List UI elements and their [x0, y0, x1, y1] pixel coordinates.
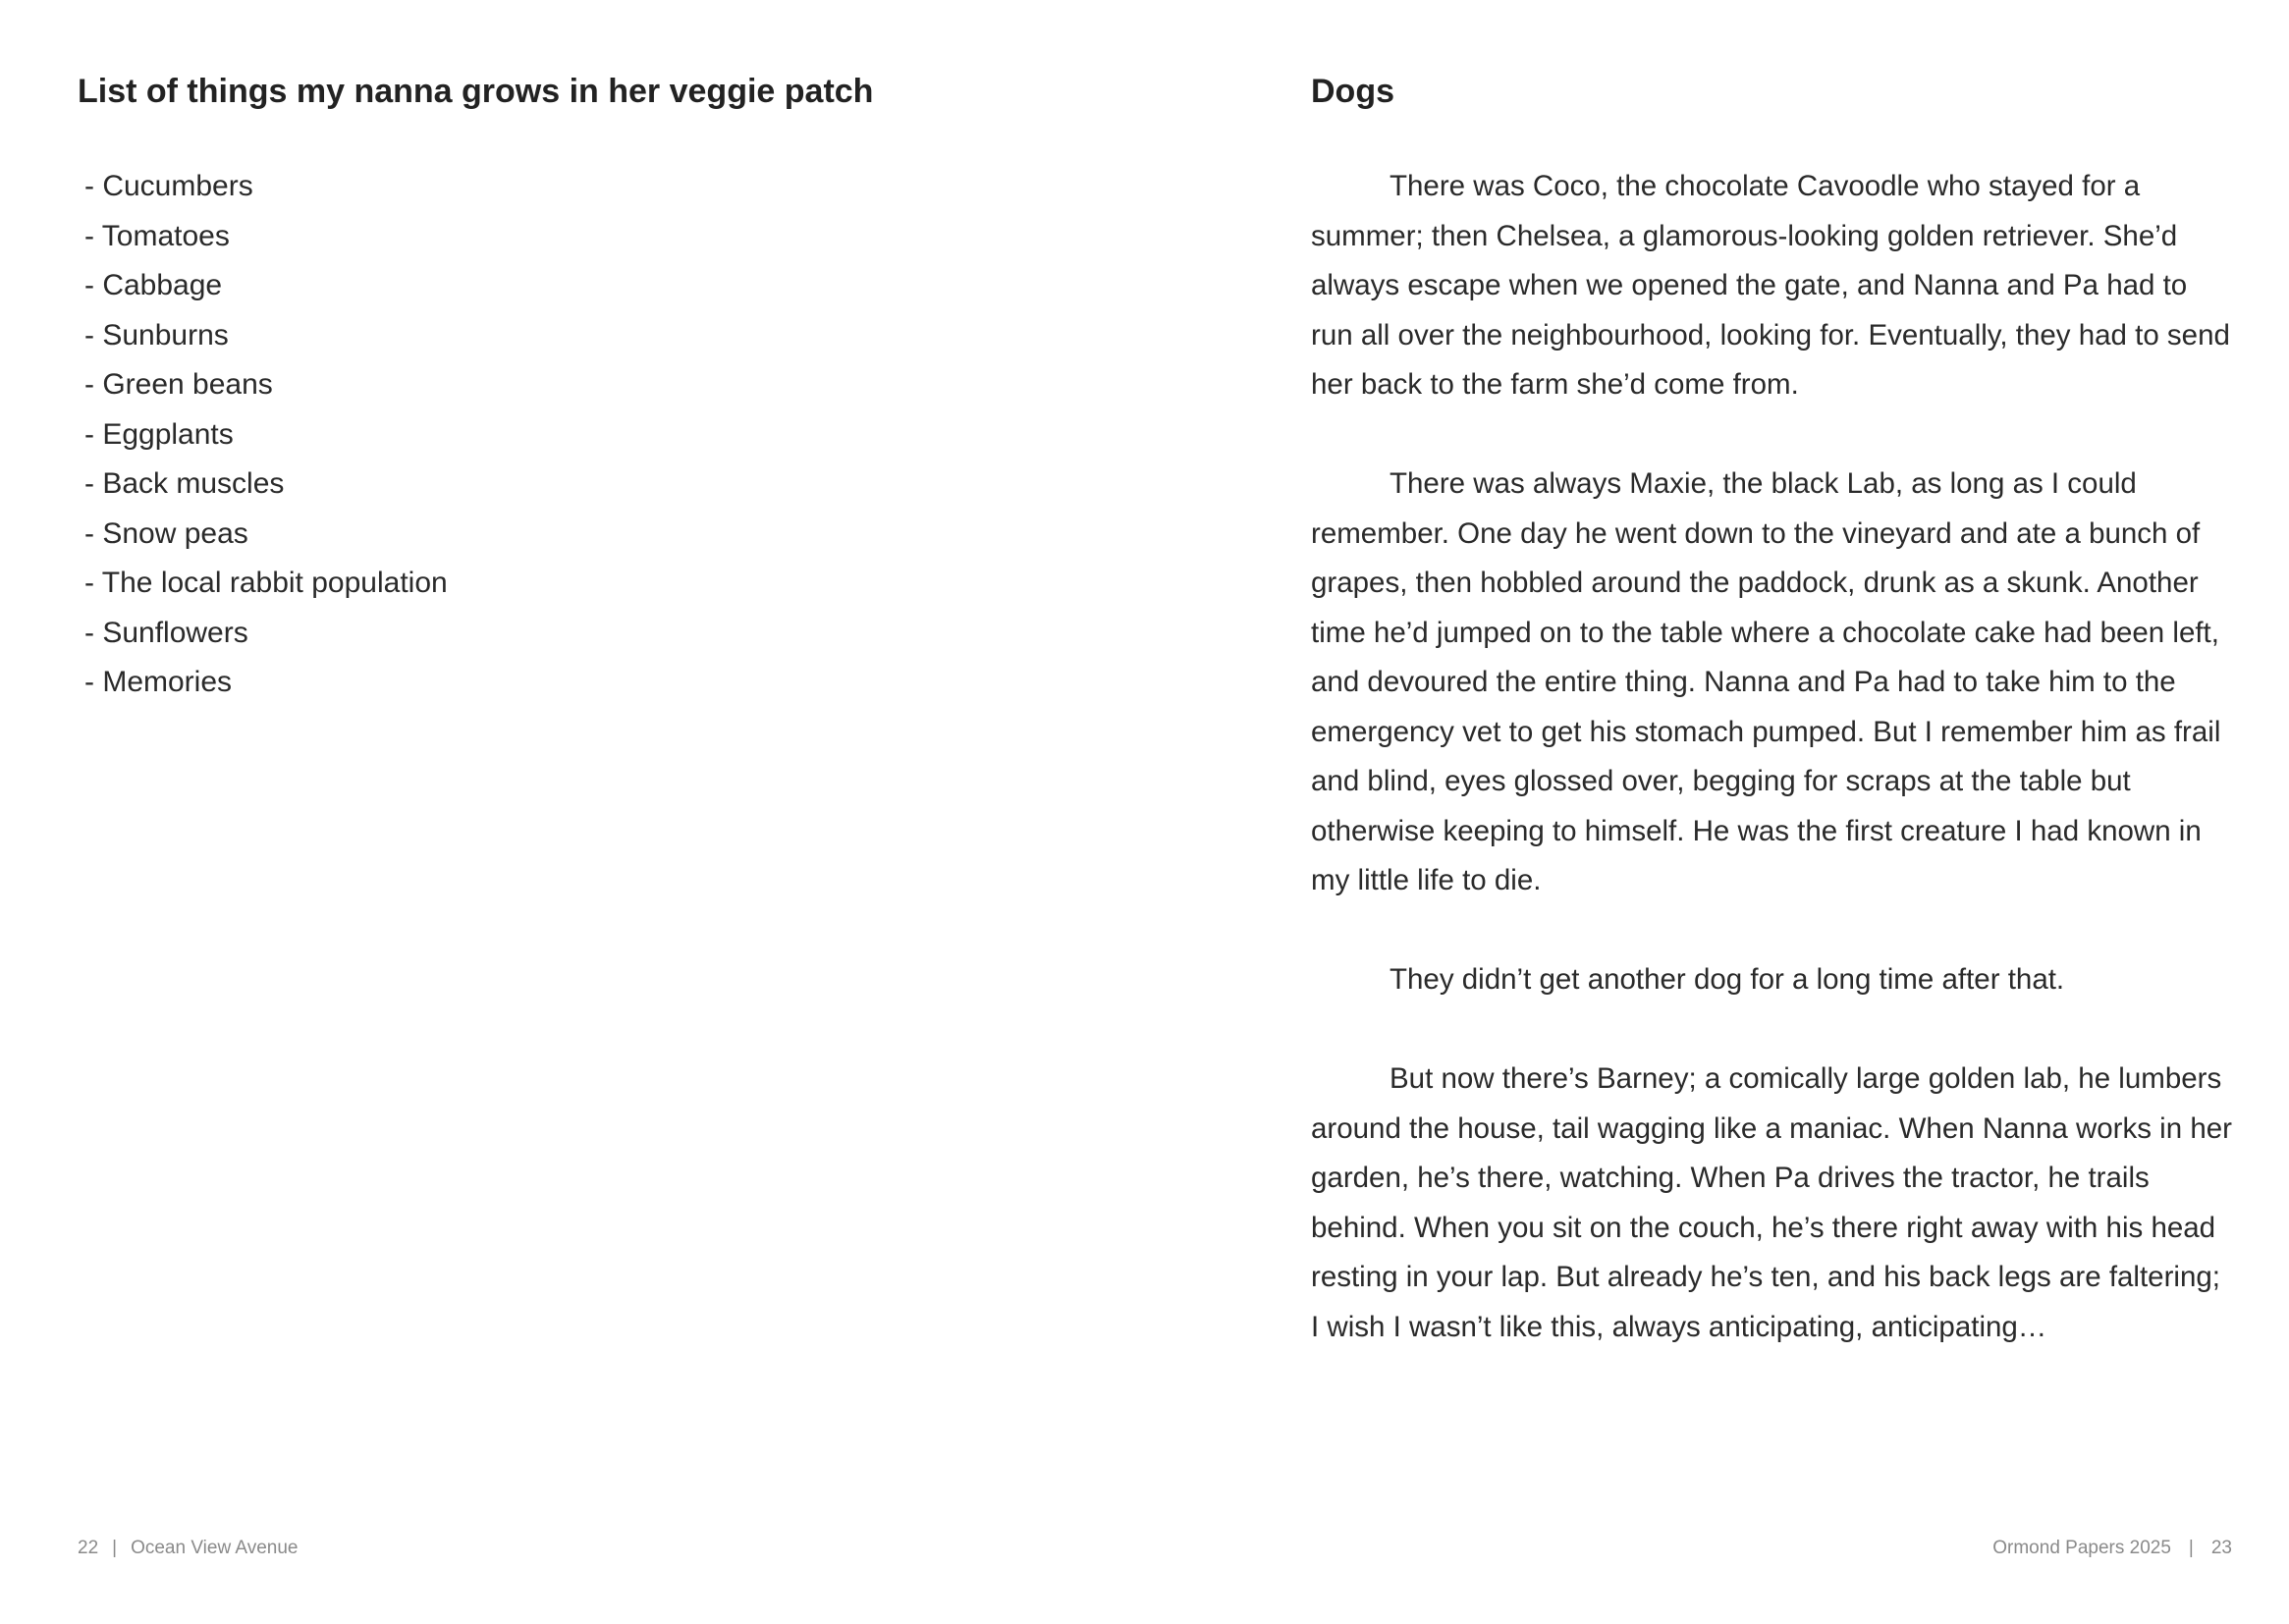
- story-paragraph: They didn’t get another dog for a long time after that.: [1390, 963, 2065, 996]
- list-item: - Sunflowers: [84, 616, 248, 649]
- veggie-list-title: List of things my nanna grows in her veggie patch: [78, 73, 874, 110]
- list-item: - Cucumbers: [84, 170, 253, 202]
- page-number: 22: [78, 1538, 99, 1558]
- left-page: [0, 0, 1144, 1624]
- list-item: - The local rabbit population: [84, 567, 448, 599]
- page-number: 23: [2210, 1538, 2232, 1558]
- story-title: Dogs: [1311, 73, 1394, 110]
- list-item: - Snow peas: [84, 516, 248, 550]
- story-paragraph: There was Coco, the chocolate Cavoodle who stayed for a summer; then Chelsea, a glamorous-looking golden retriever. She’d always escape when we opened the gate, and Nanna and Pa had to run all over the neighbourhood, looking for. Eventually, they had to send her back to the farm she’d come from.: [1311, 170, 2230, 401]
- footer-separator: |: [112, 1538, 118, 1558]
- veggie-list: [84, 162, 448, 708]
- list-item: - Cabbage: [84, 269, 223, 301]
- list-item: - Green beans: [84, 368, 273, 401]
- story-body: [1311, 162, 2289, 1402]
- list-item: - Eggplants: [84, 417, 234, 451]
- story-paragraph: There was always Maxie, the black Lab, as long as I could remember. One day he went down to the vineyard and ate a bunch of grapes, then hobbled around the paddock, drunk as a skunk. Another time he’d jumped on to the table where a chocolate cake had been left, and devoured the entire thing. Nanna and Pa had to take him to the emergency vet to get his stomach pumped. But I remember him as frail and blind, eyes glossed over, begging for scraps at the table but otherwise keeping to himself. He was the first creature I had known in my little life to die.: [1311, 467, 2221, 896]
- right-page: [1144, 0, 2289, 1624]
- footer-separator: |: [2188, 1538, 2194, 1558]
- list-item: - Tomatoes: [84, 219, 230, 252]
- list-item: - Back muscles: [84, 467, 285, 500]
- section-title: Ocean View Avenue: [131, 1538, 299, 1558]
- list-item: - Memories: [84, 666, 233, 698]
- right-page-footer: [1992, 1537, 2232, 1560]
- publication-title: Ormond Papers 2025: [1992, 1538, 2171, 1558]
- left-page-footer: [78, 1537, 299, 1560]
- list-item: - Sunburns: [84, 318, 229, 352]
- story-paragraph: But now there’s Barney; a comically large golden lab, he lumbers around the house, tail wagging like a maniac. When Nanna works in her garden, he’s there, watching. When Pa drives the tractor, he trails behind. When you sit on the couch, he’s there right away with his head resting in your lap. But already he’s ten, and his back legs are faltering; I wish I wasn’t like this, always anticipating, anticipating…: [1311, 1062, 2232, 1343]
